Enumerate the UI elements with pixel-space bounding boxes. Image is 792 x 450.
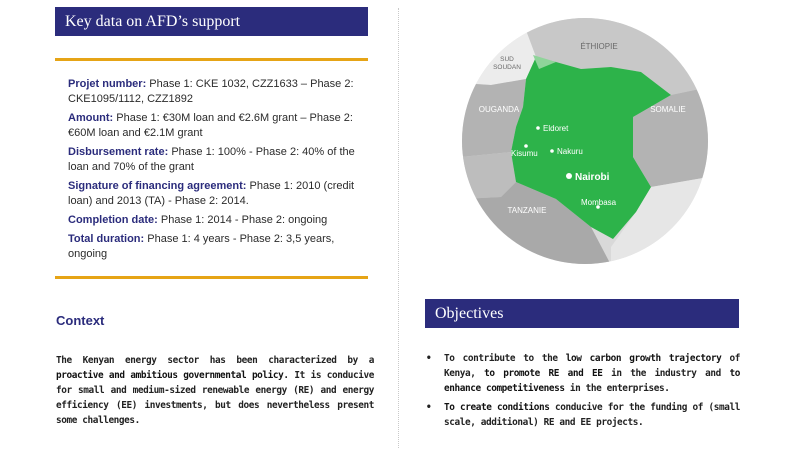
kenya-map <box>461 17 709 265</box>
key-data-list <box>68 77 363 266</box>
nakuru-dot <box>550 149 554 153</box>
label-tanzania: TANZANIE <box>507 206 547 215</box>
bullet-icon: • <box>426 353 432 364</box>
column-divider <box>398 8 399 448</box>
south-sudan-shape <box>461 17 536 85</box>
objective-text: conducive for the funding of (small scale, additional) RE and EE projects. <box>444 402 740 428</box>
context-paragraph <box>56 353 374 428</box>
nairobi-dot <box>566 173 572 179</box>
label-eldoret: Eldoret <box>543 124 569 133</box>
objective-highlight: to promote RE and EE <box>484 368 603 379</box>
label-mombasa: Mombasa <box>581 198 617 207</box>
key-data-label: Projet number: <box>68 78 147 90</box>
label-uganda: OUGANDA <box>478 105 520 114</box>
key-data-value: Phase 1: €30M loan and €2.6M grant – Phase 2: €60M loan and €2.1M grant <box>68 112 353 139</box>
label-ethiopia: ÉTHIOPIE <box>580 42 618 51</box>
objective-item <box>424 351 740 396</box>
context-heading: Context <box>56 313 105 328</box>
gold-rule-bottom <box>55 276 368 279</box>
eldoret-dot <box>536 126 540 130</box>
objective-highlight: to enhance competitiveness <box>444 368 740 394</box>
key-data-heading: Key data on AFD’s support <box>55 7 368 36</box>
context-highlight: proactive and ambitious governmental policy <box>56 370 284 381</box>
context-next-line-cropped <box>56 441 374 450</box>
key-data-item <box>68 213 363 228</box>
key-data-label: Completion date: <box>68 214 158 226</box>
label-south-sudan-2: SOUDAN <box>493 64 521 71</box>
key-data-label: Signature of financing agreement: <box>68 180 247 192</box>
objective-text: of Kenya, <box>444 353 741 379</box>
label-nairobi: Nairobi <box>575 172 610 183</box>
key-data-item <box>68 179 363 209</box>
key-data-label: Disbursement rate: <box>68 146 169 158</box>
key-data-item <box>68 77 363 107</box>
objective-text: in the industry and <box>602 368 730 379</box>
key-data-value: Phase 1: CKE 1032, CZZ1633 – Phase 2: CKE1095/1112, CZZ1892 <box>68 78 354 105</box>
kisumu-dot <box>524 144 528 148</box>
key-data-value: Phase 1: 2010 (credit loan) and 2013 (TA) - Phase 2: 2014. <box>68 180 355 207</box>
key-data-label: Total duration: <box>68 233 145 245</box>
objective-item <box>424 400 740 430</box>
gold-rule-top <box>55 58 368 61</box>
context-text: . It is conducive for small and medium-sized renewable energy (RE) and energy efficiency (EE) investments, but does nevertheless present some challenges. <box>56 370 374 426</box>
objectives-heading: Objectives <box>425 299 739 328</box>
bullet-icon: • <box>426 402 432 413</box>
key-data-value: Phase 1: 4 years - Phase 2: 3,5 years, ongoing <box>68 233 335 260</box>
label-nakuru: Nakuru <box>557 147 583 156</box>
key-data-item <box>68 232 363 262</box>
key-data-item <box>68 111 363 141</box>
key-data-value: Phase 1: 2014 - Phase 2: ongoing <box>157 214 328 226</box>
context-text: The Kenyan energy sector has been characterized by a <box>56 355 374 366</box>
objective-text: To contribute to the <box>444 353 566 364</box>
key-data-value: Phase 1: 100% - Phase 2: 40% of the loan and 70% of the grant <box>68 146 355 173</box>
key-data-item <box>68 145 363 175</box>
objective-text: in the enterprises. <box>564 383 670 394</box>
objective-highlight: low carbon growth trajectory <box>565 353 722 364</box>
objectives-list <box>424 351 740 434</box>
label-south-sudan-1: SUD <box>500 56 514 63</box>
label-kisumu: Kisumu <box>511 149 538 158</box>
label-somalia: SOMALIE <box>650 105 686 114</box>
key-data-label: Amount: <box>68 112 114 124</box>
objective-highlight: To create conditions <box>444 402 550 413</box>
